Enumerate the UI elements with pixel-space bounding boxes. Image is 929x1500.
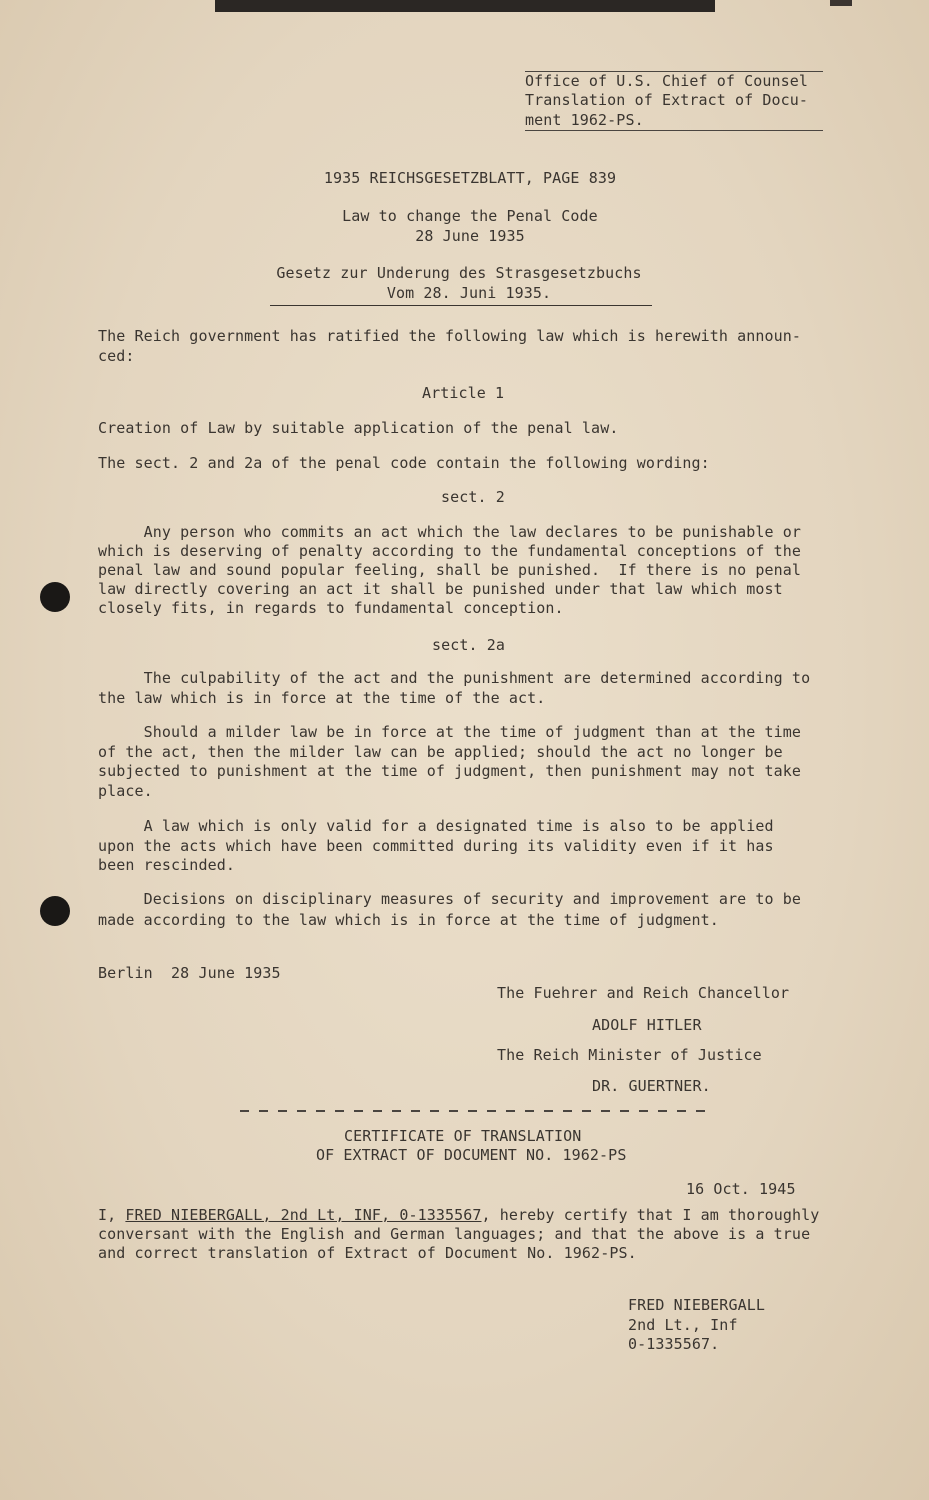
sig-serial: 0-1335567. bbox=[628, 1335, 720, 1353]
intro-line-1: The Reich government has ratified the following law which is herewith announ- bbox=[98, 327, 802, 345]
sect2a-p1-line: The culpability of the act and the punishment are determined according to bbox=[98, 669, 811, 687]
top-edge-mark bbox=[830, 0, 852, 6]
article-creation: Creation of Law by suitable application of the penal law. bbox=[98, 419, 619, 437]
article-wording: The sect. 2 and 2a of the penal code contain the following wording: bbox=[98, 454, 710, 472]
fuehrer-title: The Fuehrer and Reich Chancellor bbox=[497, 984, 790, 1002]
place-date: Berlin 28 June 1935 bbox=[98, 964, 281, 982]
german-title: Gesetz zur Underung des Strasgesetzbuchs bbox=[276, 264, 642, 282]
cert-line-1-suffix: , hereby certify that I am thoroughly bbox=[481, 1206, 820, 1224]
cert-heading-1: CERTIFICATE OF TRANSLATION bbox=[344, 1127, 582, 1145]
cert-line-1-prefix: I, bbox=[98, 1206, 126, 1224]
minister-title: The Reich Minister of Justice bbox=[497, 1046, 762, 1064]
sect2a-p2-line: place. bbox=[98, 782, 153, 800]
title-rule bbox=[270, 305, 652, 306]
source-title: 1935 REICHSGESETZBLATT, PAGE 839 bbox=[323, 169, 617, 187]
sect2a-p3-line: been rescinded. bbox=[98, 856, 235, 874]
sect2-line: Any person who commits an act which the law declares to be punishable or bbox=[98, 523, 802, 541]
fuehrer-name: ADOLF HITLER bbox=[592, 1016, 702, 1034]
sect2a-p4-line: Decisions on disciplinary measures of security and improvement are to be bbox=[98, 890, 802, 908]
german-date: Vom 28. Juni 1935. bbox=[386, 284, 552, 302]
sect2a-p3-line: upon the acts which have been committed during its validity even if it has bbox=[98, 837, 774, 855]
sect2-line: closely fits, in regards to fundamental conception. bbox=[98, 599, 564, 617]
minister-name: DR. GUERTNER. bbox=[592, 1077, 711, 1095]
sig-name: FRED NIEBERGALL bbox=[628, 1296, 765, 1314]
cert-line-2: conversant with the English and German languages; and that the above is a true bbox=[98, 1225, 811, 1243]
sect2a-p2-line: of the act, then the milder law can be applied; should the act no longer be bbox=[98, 743, 783, 761]
header-line-3: ment 1962-PS. bbox=[525, 111, 644, 129]
law-title: Law to change the Penal Code bbox=[342, 207, 598, 225]
header-line-2: Translation of Extract of Docu- bbox=[525, 91, 809, 109]
cert-line-3: and correct translation of Extract of Document No. 1962-PS. bbox=[98, 1244, 637, 1262]
sect2a-heading: sect. 2a bbox=[432, 636, 506, 654]
sect2-heading: sect. 2 bbox=[441, 488, 505, 506]
law-date: 28 June 1935 bbox=[415, 227, 525, 245]
sect2a-p3-line: A law which is only valid for a designated time is also to be applied bbox=[98, 817, 774, 835]
sect2a-p2-line: Should a milder law be in force at the time of judgment than at the time bbox=[98, 723, 802, 741]
cert-heading-2: OF EXTRACT OF DOCUMENT NO. 1962-PS bbox=[316, 1146, 627, 1164]
sig-rank: 2nd Lt., Inf bbox=[628, 1316, 738, 1334]
intro-line-2: ced: bbox=[98, 347, 135, 365]
translator-name: FRED NIEBERGALL, 2nd Lt, INF, 0-1335567 bbox=[125, 1206, 482, 1224]
sect2a-p1-line: the law which is in force at the time of the act. bbox=[98, 689, 546, 707]
sect2-line: penal law and sound popular feeling, shall be punished. If there is no penal bbox=[98, 561, 802, 579]
header-line-1: Office of U.S. Chief of Counsel bbox=[525, 72, 809, 90]
cert-line-1 bbox=[98, 1206, 819, 1226]
punch-hole-bottom bbox=[40, 896, 70, 926]
punch-hole-top bbox=[40, 582, 70, 612]
dashed-separator bbox=[240, 1110, 712, 1112]
sect2-line: which is deserving of penalty according to the fundamental conceptions of the bbox=[98, 542, 802, 560]
sect2a-p4-line: made according to the law which is in force at the time of judgment. bbox=[98, 911, 719, 929]
top-edge-bar bbox=[215, 0, 715, 12]
article-heading: Article 1 bbox=[422, 384, 505, 402]
cert-date: 16 Oct. 1945 bbox=[686, 1180, 796, 1198]
sect2-line: law directly covering an act it shall be punished under that law which most bbox=[98, 580, 783, 598]
sect2a-p2-line: subjected to punishment at the time of judgment, then punishment may not take bbox=[98, 762, 802, 780]
